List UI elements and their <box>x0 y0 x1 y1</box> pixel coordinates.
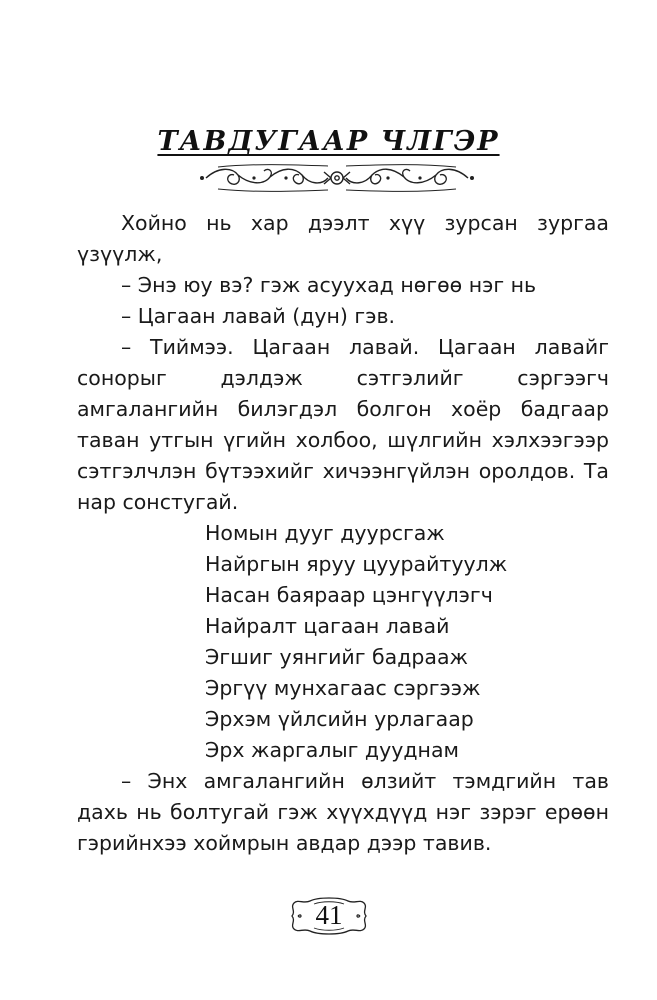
body-text <box>77 208 609 859</box>
paragraph: – Энэ юу вэ? гэж асуухад нөгөө нэг нь <box>121 273 537 297</box>
poem-line: Эргүү мунхагаас сэргээж <box>205 676 481 700</box>
poem-line: Эрх жаргалыг дууднам <box>205 738 459 762</box>
paragraph: Хойно нь хар дээлт хүү зурсан зургаа үзүүлж, <box>77 211 609 266</box>
poem-line: Номын дууг дуурсгаж <box>205 521 445 545</box>
poem-line: Эгшиг уянгийг бадрааж <box>205 645 469 669</box>
poem <box>77 518 609 766</box>
poem-line: Найргын яруу цуурайтуулж <box>205 552 508 576</box>
ornament-divider <box>198 161 476 195</box>
page-number-frame <box>288 895 370 937</box>
paragraph: – Энх амгалангийн өлзийт тэмдгийн тав дахь нь болтугай гэж хүүхдүүд нэг зэрэг ерөөн гэрийнхээ хоймрын авдар дээр тавив. <box>77 769 609 855</box>
poem-line: Найралт цагаан лавай <box>205 614 450 638</box>
page-number: 41 <box>315 900 343 930</box>
paragraph: – Цагаан лавай (дун) гэв. <box>121 304 396 328</box>
chapter-heading: ТАВДУГААР ЧЛГЭР <box>157 126 500 157</box>
paragraph: – Тиймээ. Цагаан лавай. Цагаан лавайг сонорыг дэлдэж сэтгэлийг сэргээгч амгалангийн билэгдэл болгон хоёр бадгаар таван утгын үгийн холбоо, шүлгийн хэлхээгээр сэтгэлчлэн бүтээхийг хичээнгүйлэн оролдов. Та нар сонстугай. <box>77 335 609 514</box>
poem-line: Насан баяраар цэнгүүлэгч <box>205 583 493 607</box>
poem-line: Эрхэм үйлсийн урлагаар <box>205 707 474 731</box>
